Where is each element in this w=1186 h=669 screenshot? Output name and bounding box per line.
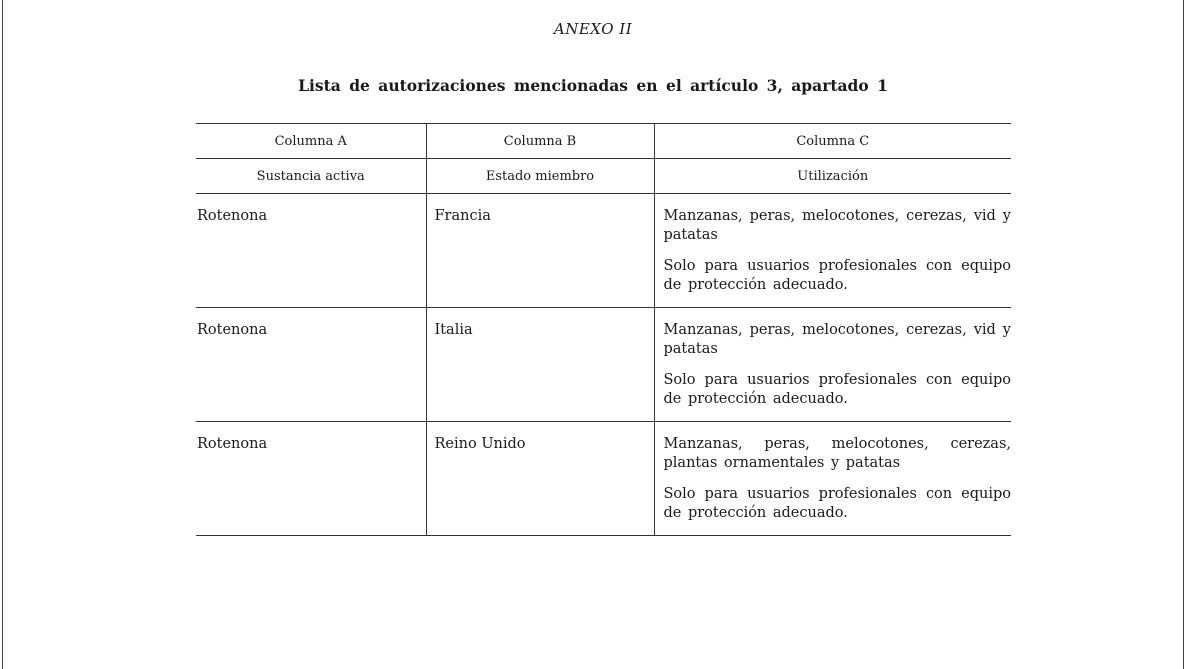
document-page: [2, 0, 1184, 669]
table-row: [196, 308, 1011, 422]
use-crops: Manzanas, peras, melocotones, cerezas, plantas ornamentales y patatas: [663, 436, 1011, 471]
cell-use: [654, 194, 1011, 308]
cell-substance: Rotenona: [196, 194, 426, 308]
use-note: Solo para usuarios profesionales con equipo de protección adecuado.: [663, 486, 1011, 521]
table-row: [196, 194, 1011, 308]
column-header-b: Columna B: [426, 124, 654, 159]
subheader-use: Utilización: [654, 159, 1011, 194]
use-note: Solo para usuarios profesionales con equipo de protección adecuado.: [663, 372, 1011, 407]
cell-substance: Rotenona: [196, 308, 426, 422]
cell-use: [654, 308, 1011, 422]
column-header-c: Columna C: [654, 124, 1011, 159]
use-note: Solo para usuarios profesionales con equipo de protección adecuado.: [663, 258, 1011, 293]
subheader-active-substance: Sustancia activa: [196, 159, 426, 194]
cell-substance: Rotenona: [196, 422, 426, 536]
cell-member-state: Italia: [426, 308, 654, 422]
subheader-member-state: Estado miembro: [426, 159, 654, 194]
column-header-row: [196, 124, 1011, 159]
cell-member-state: Francia: [426, 194, 654, 308]
column-subheader-row: [196, 159, 1011, 194]
column-header-a: Columna A: [196, 124, 426, 159]
cell-use: [654, 422, 1011, 536]
annex-label: ANEXO II: [553, 20, 633, 38]
document-title: Lista de autorizaciones mencionadas en el artículo 3, apartado 1: [298, 76, 888, 95]
authorizations-table: [196, 123, 1011, 536]
use-crops: Manzanas, peras, melocotones, cerezas, vid y patatas: [663, 208, 1011, 243]
table-row: [196, 422, 1011, 536]
cell-member-state: Reino Unido: [426, 422, 654, 536]
use-crops: Manzanas, peras, melocotones, cerezas, vid y patatas: [663, 322, 1011, 357]
